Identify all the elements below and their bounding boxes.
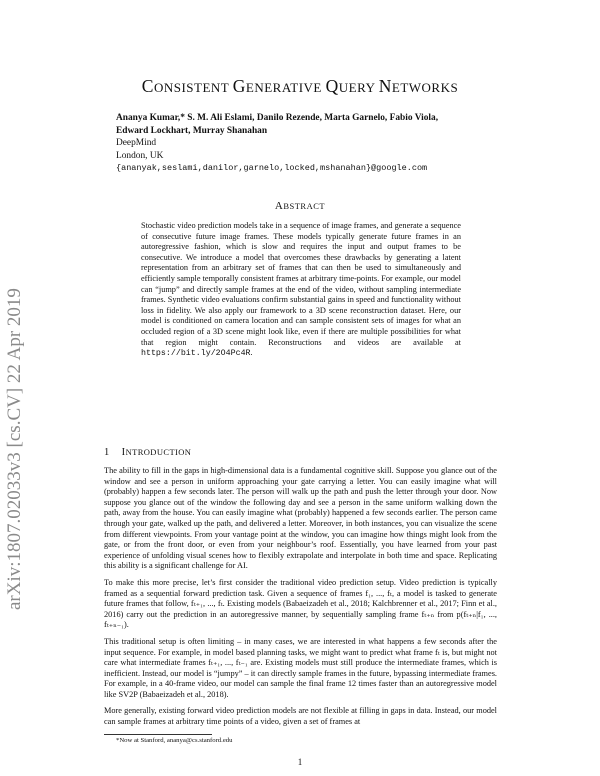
introduction-body [104, 466, 497, 734]
paragraph: The ability to fill in the gaps in high-dimensional data is a fundamental cognitive skill. Suppose you glance out of the window and see a person in uniform approaching your gate carrying a letter. You can easily imagine what will (probably) happen a few seconds later. The person will walk up the path and push the letter through your door. Now suppose you glance out of the window the following day and see a person in the same uniform walking down the path, away from the house. You can easily imagine what (probably) happened a few seconds earlier. The person came through your gate, walked up the path, and delivered a letter. Moreover, in both instances, you can visualize the scene from different viewpoints. From your vantage point at the window, you can imagine how things might look from the gate, or from the front door, or even from your neighbour’s roof. Essentially, you have learned from your past experience of unfolding visual scenes how to flexibly extrapolate and interpolate in both time and space. Replicating this ability is a significant challenge for AI. [104, 466, 497, 571]
section-heading-introduction: 1 INTRODUCTION [104, 447, 192, 458]
author-block [116, 112, 516, 175]
paragraph: More generally, existing forward video prediction models are not flexible at filling in gaps in data. Instead, our model can sample frames at arbitrary time points of a video, given a set of frames at [104, 706, 497, 727]
paper-title: CONSISTENT GENERATIVE QUERY NETWORKS [141, 76, 459, 96]
affiliation: DeepMind [116, 138, 157, 149]
footnote: *Now at Stanford, ananya@cs.stanford.edu [116, 737, 233, 744]
abstract-body: Stochastic video prediction models take in a sequence of image frames, and generate a sequence of consecutive future image frames. These models typically generate future frames in an autoregressive fashion, which is slow and requires the input and output frames to be consecutive. We introduce a model that overcomes these drawbacks by generating a latent representation from an arbitrary set of frames that can then be used to simultaneously and efficiently sample temporally consistent frames at arbitrary time-points. For example, our model can “jump” and directly sample frames at the end of the video, without sampling intermediate frames. Synthetic video evaluations confirm substantial gains in speed and functionality without loss in fidelity. We also apply our framework to a 3D scene reconstruction dataset. Here, our model is conditioned on camera location and can sample consistent sets of images for what an occluded region of a 3D scene might look like, even if there are multiple possibilities for what that region might contain. Reconstructions and videos are available at https://bit.ly/2O4Pc4R. [141, 221, 461, 359]
paragraph: This traditional setup is often limiting – in many cases, we are interested in what happens a few seconds after the input sequence. For example, in model based planning tasks, we might want to predict what frame fₜ is, but might not care what intermediate frames fₜ₊₁, ..., fₜ₋₁ are. Existing models must still produce the intermediate frames, which is inefficient. Instead, our model is “jumpy” – it can directly sample frames in the future, bypassing intermediate frames. For example, in a 40-frame video, our model can sample the final frame 12 times faster than an autoregressive model like SV2P (Babaeizadeh et al., 2018). [104, 636, 497, 699]
arxiv-id-text: arXiv:1807.02033v3 [cs.CV] 22 Apr 2019 [4, 288, 25, 610]
author-emails[interactable]: {ananyak,seslami,danilor,garnelo,locked,mshanahan}@google.com [116, 163, 428, 174]
abstract-heading: ABSTRACT [274, 200, 326, 212]
author-names-line-1: Ananya Kumar,* S. M. Ali Eslami, Danilo Rezende, Marta Garnelo, Fabio Viola, [116, 113, 439, 123]
paragraph: To make this more precise, let’s first consider the traditional video prediction setup. Video prediction is typically framed as a sequential forward prediction task. Given a sequence of frames f₁, ..., fₜ, a model is tasked to generate future frames that follow, fₜ₊₁, ..., fₜ. Existing models (Babaeizadeh et al., 2018; Kalchbrenner et al., 2017; Finn et al., 2016) carry out the prediction in an autoregressive manner, by sequentially sampling frame fₜ₊ₙ from p(fₜ₊ₙ|f₁, ..., fₜ₊ₙ₋₁). [104, 577, 497, 630]
abstract-url-link[interactable]: https://bit.ly/2O4Pc4R [141, 349, 251, 359]
footnote-rule [104, 734, 212, 735]
arxiv-identifier-stamp [2, 200, 26, 620]
section-number: 1 [104, 447, 110, 458]
abstract-text: Stochastic video prediction models take in a sequence of image frames, and generate a sequence of consecutive future image frames. These models typically generate future frames in an autoregressive fashion, which is slow and requires the input and output frames to be consecutive. We introduce a model that overcomes these drawbacks by generating a latent representation from an arbitrary set of frames that can then be used to simultaneously and efficiently sample temporally consistent frames at arbitrary time-points. For example, our model can “jump” and directly sample frames at the end of the video, without sampling intermediate frames. Synthetic video evaluations confirm substantial gains in speed and functionality without loss in fidelity. We also apply our framework to a 3D scene reconstruction dataset. Here, our model is conditioned on camera location and can sample consistent sets of images for what an occluded region of a 3D scene might look like, even if there are multiple possibilities for what that region might contain. Reconstructions and videos are available at [141, 221, 461, 347]
location: London, UK [116, 150, 164, 161]
author-names-line-2: Edward Lockhart, Murray Shanahan [116, 125, 268, 136]
page-number: 1 [297, 757, 303, 767]
